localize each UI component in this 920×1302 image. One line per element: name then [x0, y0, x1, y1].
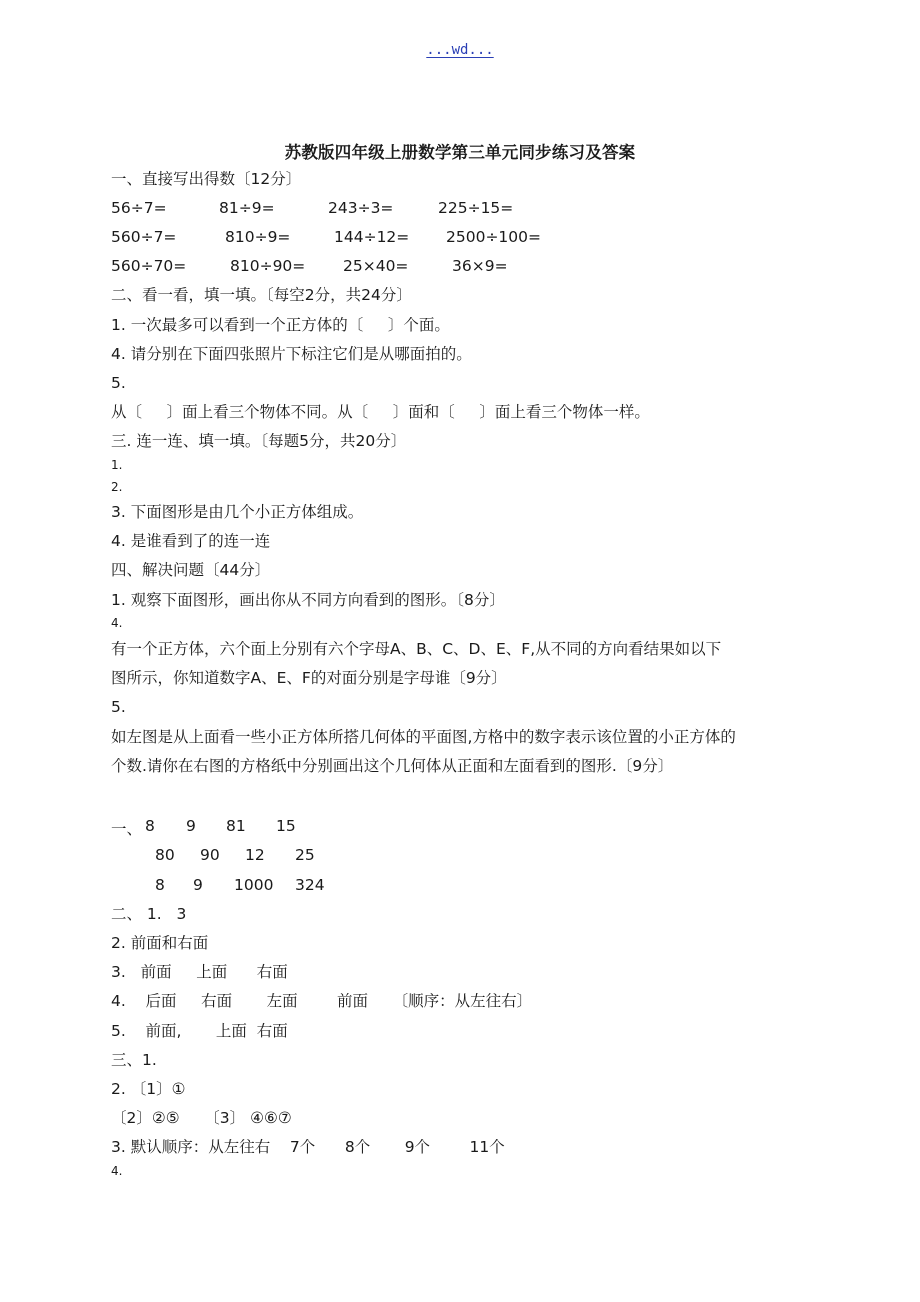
- s2-question-5-number: 5.: [111, 374, 126, 392]
- answer-2-line-4: 4. 后面 右面 左面 前面 〔顺序：从左往右〕: [111, 992, 533, 1010]
- header-mark: ...wd...: [426, 42, 494, 58]
- s2-question-4: 4. 请分别在下面四张照片下标注它们是从哪面拍的。: [111, 345, 472, 363]
- calc-cell: 810÷9=: [225, 228, 291, 246]
- answer-cell: 12: [245, 846, 265, 864]
- calc-cell: 56÷7=: [111, 199, 167, 217]
- answer-cell: 1000: [234, 876, 274, 894]
- s3-question-1: 1.: [111, 458, 123, 472]
- s2-question-1: 1. 一次最多可以看到一个正方体的〔 〕个面。: [111, 316, 450, 334]
- s4-question-5-number: 5.: [111, 698, 126, 716]
- calc-cell: 243÷3=: [328, 199, 394, 217]
- answer-2-line-1: 二、 1. 3: [111, 905, 187, 923]
- section4-heading: 四、解决问题〔44分〕: [111, 561, 271, 579]
- answer-cell: 15: [276, 817, 296, 835]
- answer-cell: 90: [200, 846, 220, 864]
- section3-heading: 三. 连一连、填一填。〔每题5分，共20分〕: [111, 432, 407, 450]
- s3-question-4: 4. 是谁看到了的连一连: [111, 532, 271, 550]
- answer-cell: 324: [295, 876, 325, 894]
- answer-3-line-1: 三、1.: [111, 1051, 157, 1069]
- answer-cell: 9: [186, 817, 196, 835]
- answer-cell: 9: [193, 876, 203, 894]
- s4-question-4-line2: 图所示，你知道数字A、E、F的对面分别是字母谁〔9分〕: [111, 669, 507, 687]
- calc-cell: 810÷90=: [230, 257, 306, 275]
- calc-cell: 560÷70=: [111, 257, 187, 275]
- calc-cell: 560÷7=: [111, 228, 177, 246]
- s3-question-2: 2.: [111, 480, 123, 494]
- answer-cell: 80: [155, 846, 175, 864]
- s4-question-4-number: 4.: [111, 616, 123, 630]
- answer-cell: 81: [226, 817, 246, 835]
- s4-question-4-line1: 有一个正方体，六个面上分别有六个字母A、B、C、D、E、F,从不同的方向看结果如以下: [111, 640, 722, 658]
- answer-2-line-2: 2. 前面和右面: [111, 934, 209, 952]
- section1-heading: 一、直接写出得数〔12分〕: [111, 170, 302, 188]
- answer-3-line-3: 〔2〕②⑤ 〔3〕 ④⑥⑦: [111, 1109, 292, 1127]
- calc-cell: 225÷15=: [438, 199, 514, 217]
- page-title: 苏教版四年级上册数学第三单元同步练习及答案: [284, 143, 636, 162]
- answer-cell: 8: [155, 876, 165, 894]
- calc-cell: 25×40=: [343, 257, 409, 275]
- section2-heading: 二、看一看，填一填。〔每空2分，共24分〕: [111, 286, 412, 304]
- calc-cell: 81÷9=: [219, 199, 275, 217]
- answer-3-line-2: 2. 〔1〕①: [111, 1080, 186, 1098]
- answer-3-line-5: 4.: [111, 1164, 123, 1178]
- s2-question-5-text: 从〔 〕面上看三个物体不同。从〔 〕面和〔 〕面上看三个物体一样。: [111, 403, 650, 421]
- s4-question-5-line2: 个数.请你在右图的方格纸中分别画出这个几何体从正面和左面看到的图形.〔9分〕: [111, 757, 674, 775]
- answer-cell: 8: [145, 817, 155, 835]
- answer-2-line-3: 3. 前面 上面 右面: [111, 963, 288, 981]
- answer-label: 一、: [111, 820, 143, 838]
- calc-cell: 2500÷100=: [446, 228, 542, 246]
- answer-3-line-4: 3. 默认顺序：从左往右 7个 8个 9个 11个: [111, 1138, 505, 1156]
- calc-cell: 144÷12=: [334, 228, 410, 246]
- s4-question-5-line1: 如左图是从上面看一些小正方体所搭几何体的平面图,方格中的数字表示该位置的小正方体的: [111, 728, 736, 746]
- s3-question-3: 3. 下面图形是由几个小正方体组成。: [111, 503, 364, 521]
- s4-question-1: 1. 观察下面图形，画出你从不同方向看到的图形。〔8分〕: [111, 591, 505, 609]
- answer-2-line-5: 5. 前面, 上面 右面: [111, 1022, 288, 1040]
- answer-cell: 25: [295, 846, 315, 864]
- calc-cell: 36×9=: [452, 257, 508, 275]
